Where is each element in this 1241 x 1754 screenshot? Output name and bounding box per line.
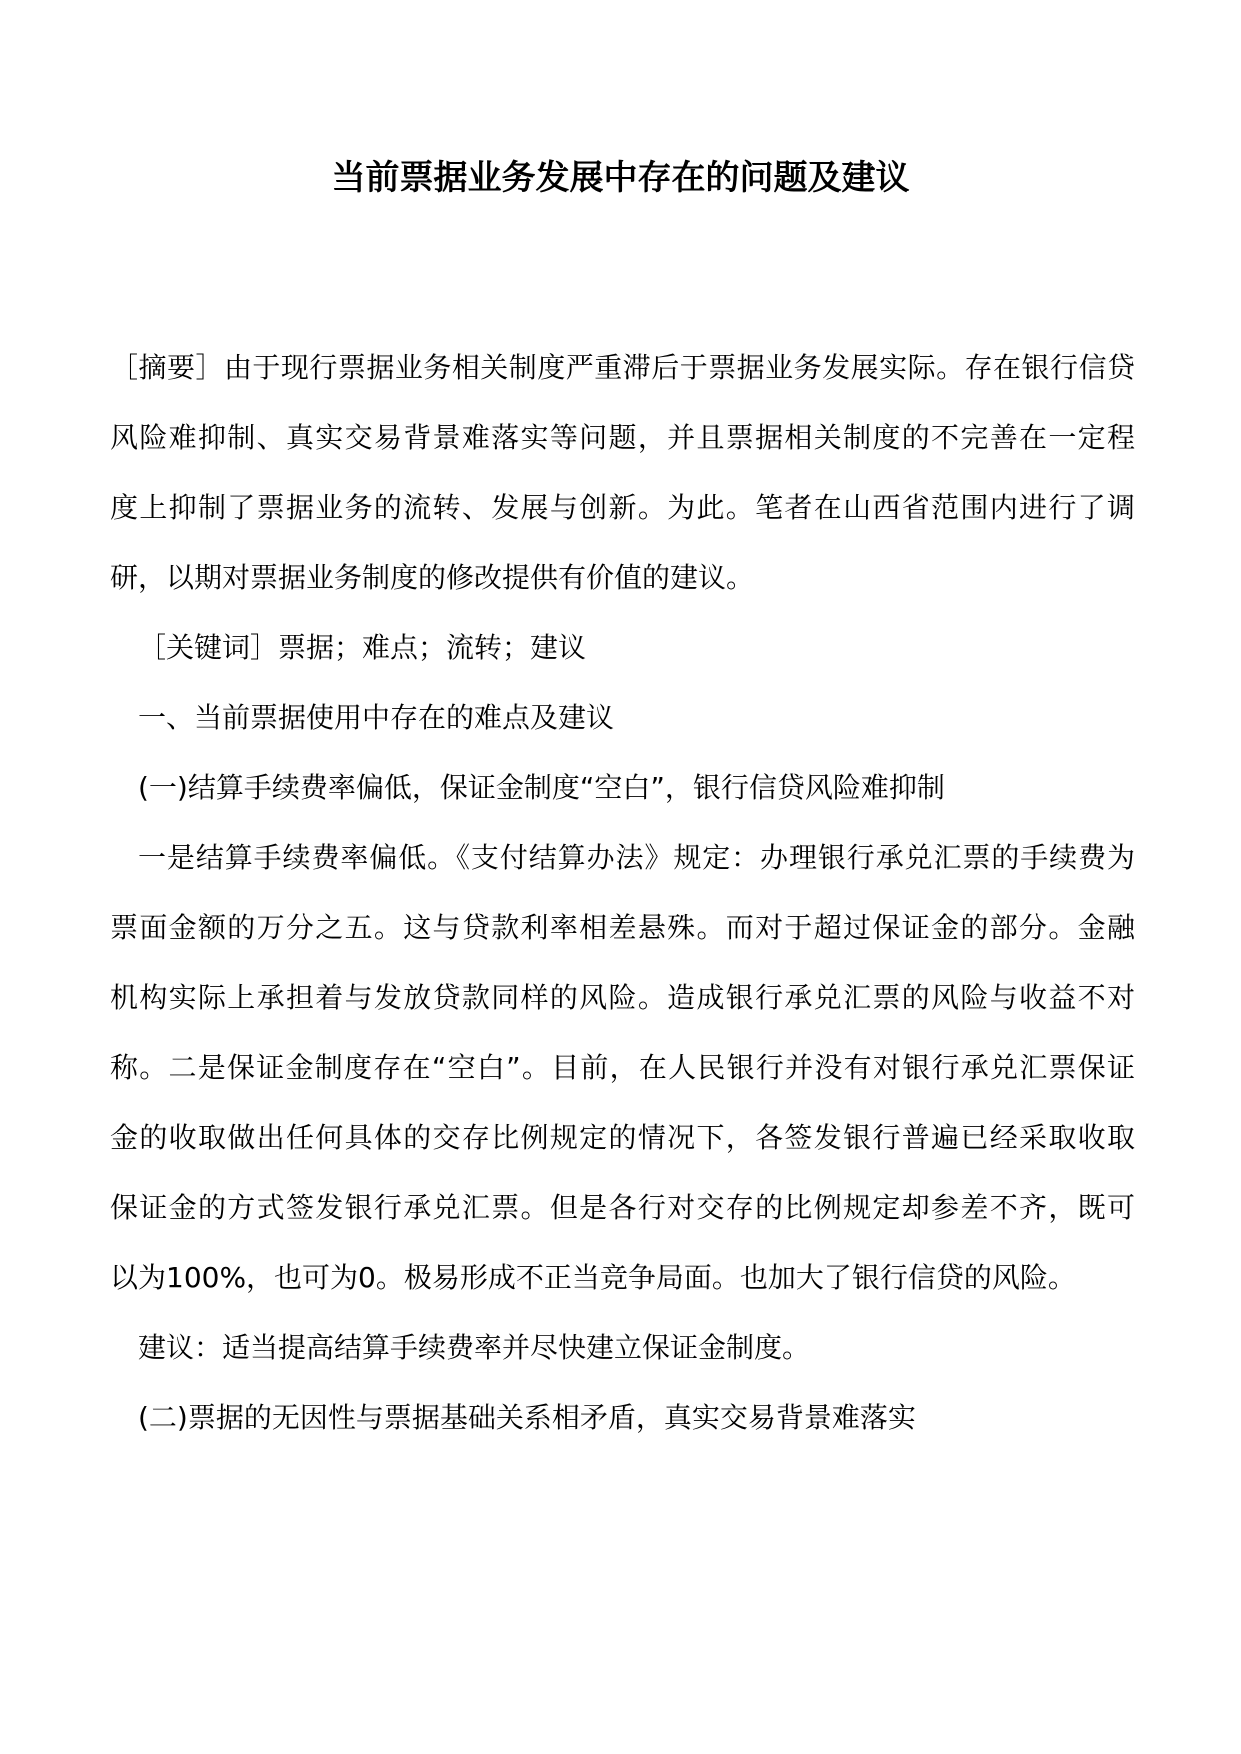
subsection-heading-2: (二)票据的无因性与票据基础关系相矛盾，真实交易背景难落实	[138, 1401, 916, 1434]
document-title: 当前票据业务发展中存在的问题及建议	[331, 158, 910, 198]
abstract-line-3: 度上抑制了票据业务的流转、发展与创新。为此。笔者在山西省范围内进行了调	[110, 491, 1135, 524]
paragraph-line-3: 机构实际上承担着与发放贷款同样的风险。造成银行承兑汇票的风险与收益不对	[110, 981, 1135, 1014]
paragraph-line-5: 金的收取做出任何具体的交存比例规定的情况下，各签发银行普遍已经采取收取	[110, 1121, 1135, 1154]
abstract-line-4: 研，以期对票据业务制度的修改提供有价值的建议。	[110, 561, 755, 594]
paragraph-line-4: 称。二是保证金制度存在“空白”。目前，在人民银行并没有对银行承兑汇票保证	[110, 1051, 1135, 1084]
subsection-heading-1: (一)结算手续费率偏低，保证金制度“空白”，银行信贷风险难抑制	[138, 771, 945, 804]
suggestion-line: 建议：适当提高结算手续费率并尽快建立保证金制度。	[138, 1331, 811, 1364]
keywords: ［关键词］票据；难点；流转；建议	[138, 631, 587, 664]
abstract-line-2: 风险难抑制、真实交易背景难落实等问题，并且票据相关制度的不完善在一定程	[110, 421, 1135, 454]
paragraph-line-7: 以为100%，也可为0。极易形成不正当竞争局面。也加大了银行信贷的风险。	[110, 1261, 1076, 1294]
paragraph-line-6: 保证金的方式签发银行承兑汇票。但是各行对交存的比例规定却参差不齐，既可	[110, 1191, 1135, 1224]
section-heading-1: 一、当前票据使用中存在的难点及建议	[138, 701, 615, 734]
paragraph-line-2: 票面金额的万分之五。这与贷款利率相差悬殊。而对于超过保证金的部分。金融	[110, 911, 1135, 944]
abstract-line-1: ［摘要］由于现行票据业务相关制度严重滞后于票据业务发展实际。存在银行信贷	[110, 351, 1135, 384]
paragraph-line-1: 一是结算手续费率偏低。《支付结算办法》规定：办理银行承兑汇票的手续费为	[138, 841, 1135, 874]
